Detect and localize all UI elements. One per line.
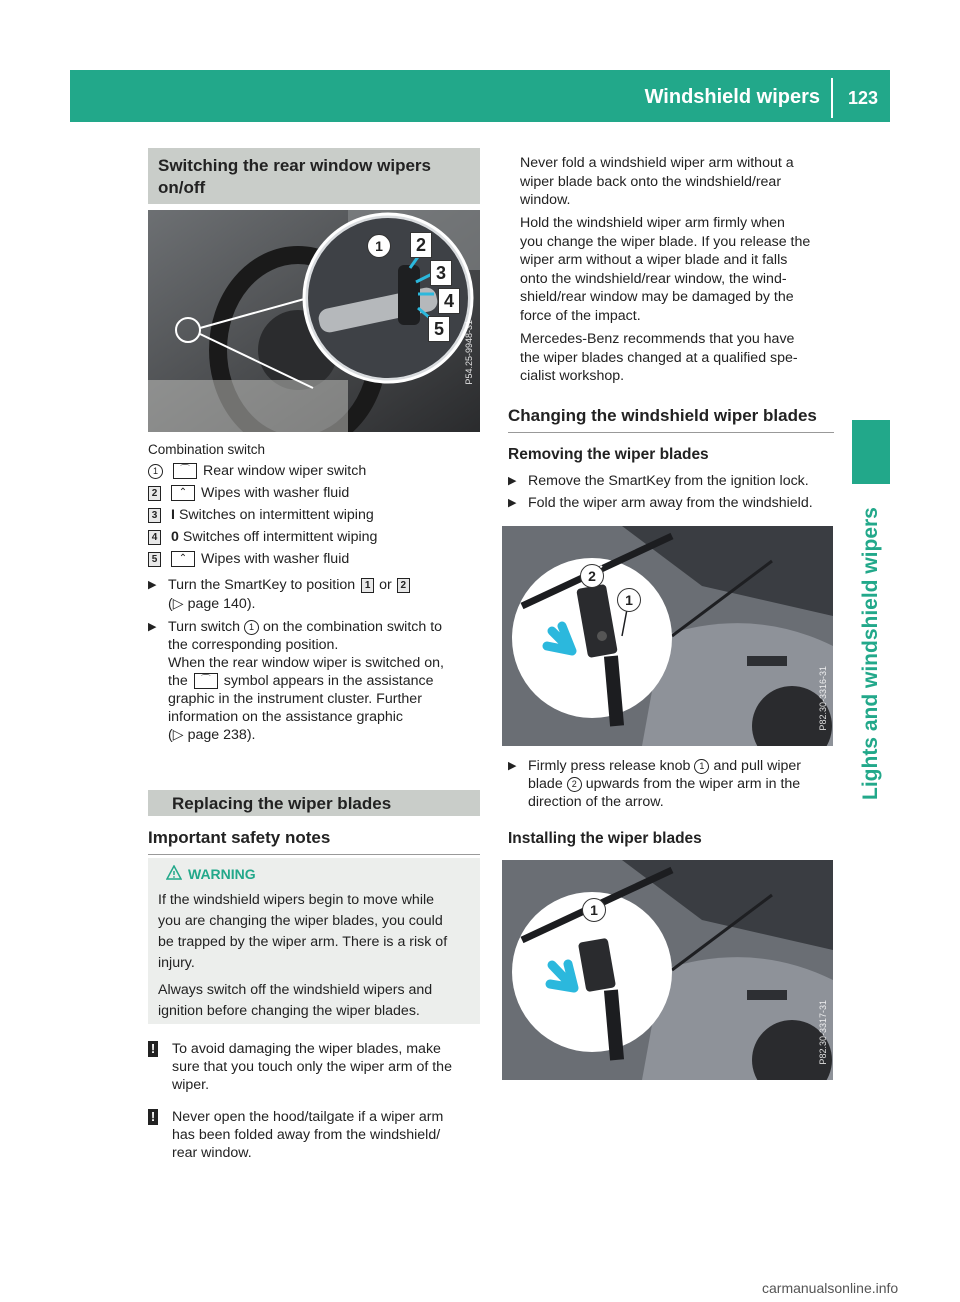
note-avoid-damage bbox=[148, 1040, 452, 1094]
remove-step-2 bbox=[508, 494, 813, 512]
side-tab-marker bbox=[852, 420, 890, 484]
photo1-callout-2: 2 bbox=[410, 232, 432, 258]
note-line: wiper. bbox=[172, 1077, 210, 1093]
step2-line3: When the rear window wiper is switched on, bbox=[168, 655, 444, 671]
wiper-install-photo bbox=[502, 860, 833, 1080]
step-arrow-icon: ▶ bbox=[508, 497, 517, 509]
note-text bbox=[172, 1040, 452, 1094]
photo2-callout-1: 1 bbox=[617, 588, 641, 612]
warning-title: WARNING bbox=[188, 866, 256, 882]
combination-switch-photo bbox=[148, 210, 480, 432]
note-line: sure that you touch only the wiper arm of the bbox=[172, 1059, 452, 1075]
intro-paragraph-2 bbox=[520, 214, 810, 325]
caution-icon: ! bbox=[148, 1041, 158, 1057]
page-ref-text: page 238). bbox=[187, 727, 256, 743]
section-title-line1: Switching the rear window wipers bbox=[158, 156, 431, 175]
legend-num: 4 bbox=[148, 530, 161, 545]
text-line: wiper arm without a wiper blade and it falls bbox=[520, 252, 788, 268]
step2-line6: information on the assistance graphic bbox=[168, 709, 404, 725]
note-line: has been folded away from the windshield/ bbox=[172, 1127, 441, 1143]
legend-text: Switches off intermittent wiping bbox=[182, 529, 378, 545]
rear-wiper-icon: ⌒ bbox=[173, 463, 197, 479]
text-line: the wiper blades changed at a qualified spe- bbox=[520, 349, 798, 366]
page-ref-icon: (▷ bbox=[168, 596, 184, 612]
text-line: window. bbox=[520, 192, 571, 208]
page-ref-238[interactable] bbox=[168, 726, 255, 744]
step-text: Fold the wiper arm away from the windshield. bbox=[528, 495, 813, 511]
text-line: Hold the windshield wiper arm firmly when bbox=[520, 215, 785, 231]
legend-num: 3 bbox=[148, 508, 161, 523]
step-arrow-icon: ▶ bbox=[508, 475, 517, 487]
step-or: or bbox=[379, 577, 392, 593]
text-line: cialist workshop. bbox=[520, 368, 625, 384]
photo1-callout-3: 3 bbox=[430, 260, 452, 286]
wiper-install-illustration bbox=[502, 860, 833, 1080]
legend-item-3 bbox=[148, 506, 374, 524]
step-arrow-icon: ▶ bbox=[148, 579, 157, 591]
chapter-title: Windshield wipers bbox=[644, 86, 820, 108]
switch-num-1: 1 bbox=[244, 620, 259, 635]
footer-watermark: carmanualsonline.info bbox=[762, 1280, 899, 1296]
step-text: symbol appears in the assistance bbox=[223, 673, 434, 689]
photo3-code: P82.30-3317-31 bbox=[818, 1000, 828, 1065]
step-text: on the combination switch to bbox=[263, 619, 443, 635]
legend-num: 1 bbox=[148, 464, 163, 479]
section-title-rear-wipers bbox=[148, 148, 480, 204]
warning-line: If the windshield wipers begin to move while bbox=[158, 892, 435, 908]
page-number: 123 bbox=[847, 88, 879, 108]
legend-position: I bbox=[171, 507, 175, 523]
legend-item-5 bbox=[148, 550, 349, 568]
photo2-callout-2: 2 bbox=[580, 564, 604, 588]
step-text: Remove the SmartKey from the ignition lock. bbox=[528, 473, 809, 489]
press-step-line2 bbox=[528, 775, 800, 793]
warning-line: Always switch off the windshield wipers and bbox=[158, 982, 433, 998]
photo1-callout-1: 1 bbox=[367, 234, 391, 258]
washer-fluid-icon: ⌃ bbox=[171, 551, 195, 567]
step-arrow-icon: ▶ bbox=[148, 621, 157, 633]
press-step-line3: direction of the arrow. bbox=[528, 794, 664, 810]
text-line: Mercedes-Benz recommends that you have bbox=[520, 331, 795, 347]
legend-num: 5 bbox=[148, 552, 161, 567]
photo1-code: P54.25-9948-31 bbox=[464, 320, 474, 385]
step-text: blade bbox=[528, 776, 563, 792]
text-line: shield/rear window may be damaged by the bbox=[520, 289, 794, 305]
legend-text: Rear window wiper switch bbox=[203, 463, 367, 479]
side-chapter-label: Lights and windshield wipers bbox=[859, 507, 882, 800]
note-text bbox=[172, 1108, 443, 1162]
caution-icon: ! bbox=[148, 1109, 158, 1125]
step2-line2: the corresponding position. bbox=[168, 637, 339, 653]
step2-line4 bbox=[168, 672, 434, 690]
subsection-installing: Installing the wiper blades bbox=[508, 830, 702, 847]
page-ref-text: page 140). bbox=[187, 596, 256, 612]
page-ref-140[interactable] bbox=[168, 595, 255, 613]
press-step bbox=[508, 757, 801, 775]
section-title-safety: Important safety notes bbox=[148, 828, 480, 855]
note-line: To avoid damaging the wiper blades, make bbox=[172, 1041, 441, 1057]
step2-line5: graphic in the instrument cluster. Further bbox=[168, 691, 422, 707]
wiper-removal-illustration bbox=[502, 526, 833, 746]
legend-item-1 bbox=[148, 462, 366, 480]
wiper-removal-photo bbox=[502, 526, 833, 746]
warning-line: injury. bbox=[158, 955, 195, 971]
text-line: you change the wiper blade. If you release the bbox=[520, 233, 811, 250]
step-text: Turn the SmartKey to position bbox=[168, 577, 356, 593]
step-turn-switch bbox=[148, 618, 442, 636]
legend-text: Wipes with washer fluid bbox=[201, 551, 350, 567]
remove-step-1 bbox=[508, 472, 809, 490]
step-text: Turn switch bbox=[168, 619, 241, 635]
warning-line: be trapped by the wiper arm. There is a risk of bbox=[158, 934, 448, 950]
intro-paragraph-1 bbox=[520, 154, 794, 210]
figure-caption: Combination switch bbox=[148, 442, 266, 457]
warning-triangle-icon bbox=[166, 865, 182, 881]
step-text: Firmly press release knob bbox=[528, 758, 691, 774]
legend-item-2 bbox=[148, 484, 349, 502]
note-hood bbox=[148, 1108, 443, 1162]
section-title-text: Replacing the wiper blades bbox=[172, 794, 392, 813]
position-1-box: 1 bbox=[361, 578, 374, 593]
subsection-removing: Removing the wiper blades bbox=[508, 446, 709, 463]
step-turn-smartkey bbox=[148, 576, 420, 594]
step-text: upwards from the wiper arm in the bbox=[585, 776, 801, 792]
legend-item-4 bbox=[148, 528, 377, 546]
legend-position: 0 bbox=[171, 529, 179, 545]
text-line: wiper blade back onto the windshield/rear bbox=[520, 173, 782, 190]
step-text: the bbox=[168, 673, 188, 689]
warning-line: ignition before changing the wiper blades. bbox=[158, 1003, 420, 1019]
wiper-blade-num: 2 bbox=[567, 777, 582, 792]
warning-paragraph-2 bbox=[158, 980, 432, 1022]
position-2-box: 2 bbox=[397, 578, 410, 593]
text-line: force of the impact. bbox=[520, 307, 641, 324]
warning-paragraph-1 bbox=[158, 890, 447, 974]
photo3-callout-1: 1 bbox=[582, 898, 606, 922]
step-text: and pull wiper bbox=[713, 758, 801, 774]
rear-wiper-icon: ⌒ bbox=[194, 673, 218, 689]
photo1-callout-4: 4 bbox=[438, 288, 460, 314]
text-line: onto the windshield/rear window, the wind- bbox=[520, 270, 787, 287]
page-ref-icon: (▷ bbox=[168, 727, 184, 743]
note-line: Never open the hood/tailgate if a wiper arm bbox=[172, 1109, 444, 1125]
photo1-callout-5: 5 bbox=[428, 316, 450, 342]
note-line: rear window. bbox=[172, 1145, 252, 1161]
photo2-code: P82.30-3316-31 bbox=[818, 666, 828, 731]
intro-paragraph-3 bbox=[520, 330, 798, 386]
legend-text: Wipes with washer fluid bbox=[201, 485, 350, 501]
step-arrow-icon: ▶ bbox=[508, 760, 517, 772]
section-title-line2: on/off bbox=[158, 178, 206, 197]
header-divider bbox=[831, 78, 833, 118]
section-title-replacing bbox=[148, 790, 480, 816]
warning-line: you are changing the wiper blades, you could bbox=[158, 913, 443, 929]
section-title-changing: Changing the windshield wiper blades bbox=[508, 406, 834, 433]
legend-num: 2 bbox=[148, 486, 161, 501]
release-knob-num: 1 bbox=[694, 759, 709, 774]
washer-fluid-icon: ⌃ bbox=[171, 485, 195, 501]
legend-text: Switches on intermittent wiping bbox=[178, 507, 374, 523]
text-line: Never fold a windshield wiper arm without a bbox=[520, 155, 794, 171]
